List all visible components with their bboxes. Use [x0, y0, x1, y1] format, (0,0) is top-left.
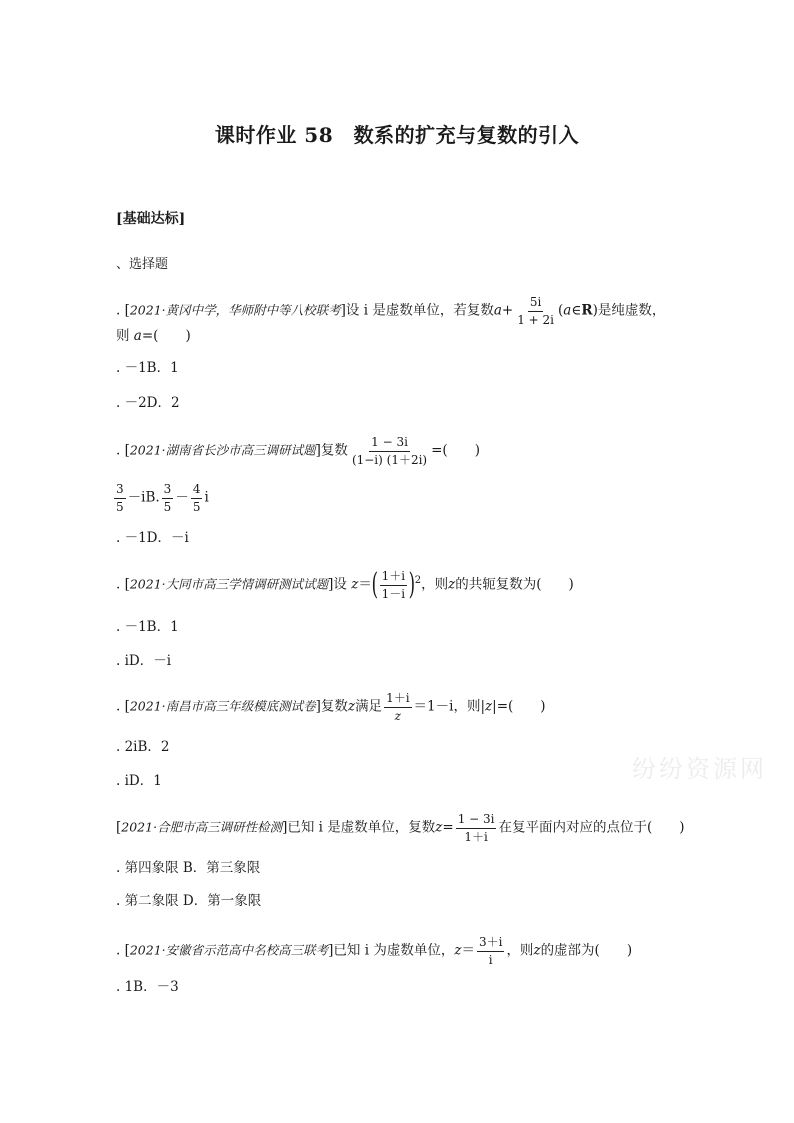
section-heading: [基础达标]: [116, 211, 186, 227]
question-text: ]已知 i 为虚数单位，: [328, 942, 455, 959]
question-6: [116, 936, 632, 966]
question-text: ，则: [506, 942, 534, 959]
question-source: 2021·安徽省示范高中名校高三联考: [129, 942, 329, 958]
fraction-numerator: 3: [162, 483, 174, 499]
option-line: . －1B．1: [116, 360, 179, 376]
math-var: z: [448, 576, 456, 593]
fraction-denominator: 1＋i: [464, 829, 488, 844]
question-5: [116, 813, 685, 843]
question-text: ]复数: [315, 442, 348, 459]
question-text: ]已知 i 是虚数单位，复数: [282, 819, 436, 836]
fraction-denominator: 1－i: [381, 586, 406, 601]
question-text: ]设: [328, 576, 352, 593]
math-var: z: [454, 942, 462, 959]
fraction-denominator: z: [394, 708, 401, 723]
question-1-line2: [116, 330, 191, 344]
question-text: =( ): [141, 328, 191, 344]
question-text: ]复数: [315, 698, 348, 715]
math-var: z: [485, 698, 493, 715]
question-prefix: . [: [116, 576, 130, 593]
fraction-numerator: 3＋i: [477, 936, 504, 952]
question-prefix: . [: [116, 302, 130, 319]
math-var: a: [493, 302, 502, 319]
math-op: ＝: [358, 576, 372, 593]
question-text: 的虚部为( ): [540, 942, 633, 959]
math-var: z: [351, 576, 359, 593]
fraction: [350, 436, 429, 466]
fraction-denominator: i: [488, 952, 493, 967]
option-line: . iD．1: [116, 773, 162, 789]
math-var: z: [347, 698, 356, 715]
fraction-denominator: 5: [192, 499, 201, 514]
left-paren: (: [371, 567, 378, 603]
exponent: 2: [414, 575, 422, 587]
math-op: =: [442, 819, 454, 836]
math-op: (: [558, 302, 564, 319]
question-text: )是纯虚数，: [592, 302, 666, 319]
fraction: [162, 483, 174, 513]
question-text: 在复平面内对应的点位于( ): [498, 819, 685, 836]
fraction-numerator: 4: [191, 483, 203, 499]
math-var: z: [533, 942, 541, 959]
question-prefix: . [: [116, 698, 130, 715]
question-3: [116, 567, 574, 603]
question-text: 的共轭复数为( ): [455, 576, 574, 593]
fraction-denominator: 1 + 2i: [517, 312, 554, 327]
fraction: [380, 570, 407, 600]
question-source: 2021·大同市高三学情调研测试试题: [129, 576, 329, 592]
option-line: . －1D．－i: [116, 530, 189, 546]
question-text: =( ): [431, 442, 480, 459]
question-source: 2021·南昌市高三年级模底测试卷: [129, 698, 316, 714]
question-text: ＝1－i，则|: [413, 698, 486, 715]
fraction-numerator: 1 − 3i: [369, 436, 410, 452]
fraction: [456, 813, 497, 843]
option-line: . 第四象限 B．第三象限: [116, 860, 261, 876]
option-text: i: [204, 489, 209, 506]
math-op: －: [175, 489, 189, 506]
question-source: 2021·黄冈中学，华师附中等八校联考: [129, 302, 341, 318]
question-text: ，则: [421, 576, 449, 593]
question-1: [116, 296, 665, 326]
question-2: [116, 436, 480, 466]
option-line: . 第二象限 D．第一象限: [116, 893, 262, 909]
question-source: 2021·湖南省长沙市高三调研试题: [129, 442, 316, 458]
fraction-numerator: 1＋i: [384, 692, 411, 708]
watermark: 纷纷资源网: [632, 755, 767, 783]
question-text: 则: [116, 328, 134, 344]
option-line: . 1B．－3: [116, 979, 179, 995]
question-prefix: . [: [116, 442, 130, 459]
option-line: . iD．－i: [116, 653, 172, 669]
question-text: ]设 i 是虚数单位，若复数: [340, 302, 494, 319]
option-text: －iB.: [127, 489, 160, 506]
math-set: R: [581, 302, 593, 319]
question-4: [116, 692, 546, 722]
fraction-denominator: 5: [163, 499, 172, 514]
fraction-denominator: (1−i) (1＋2i): [351, 452, 428, 467]
math-var: z: [435, 819, 443, 836]
question-text: 满足: [355, 698, 383, 715]
fraction-denominator: 5: [116, 499, 124, 514]
option-line: . －1B．1: [116, 619, 179, 635]
fraction: [477, 936, 504, 966]
fraction-numerator: 3: [114, 483, 126, 499]
option-line: . 2iB．2: [116, 739, 170, 755]
right-paren: ): [408, 567, 416, 603]
page-title: 课时作业 58 数系的扩充与复数的引入: [214, 123, 580, 147]
fraction: [384, 692, 411, 722]
fraction-numerator: 1＋i: [380, 570, 407, 586]
math-op: ∈: [571, 302, 582, 319]
fraction: [191, 483, 203, 513]
fraction: [515, 296, 556, 326]
math-op: ＝: [461, 942, 475, 959]
fraction-numerator: 1 − 3i: [456, 813, 497, 829]
question-prefix: [: [116, 819, 122, 836]
question-source: 2021·合肥市高三调研性检测: [121, 819, 283, 835]
math-op: +: [501, 302, 514, 319]
math-var: a: [133, 328, 142, 344]
subsection-heading: 、选择题: [116, 257, 169, 272]
question-text: |=( ): [492, 698, 546, 715]
fraction: [114, 483, 126, 513]
fraction-numerator: 5i: [528, 296, 543, 312]
math-var: a: [563, 302, 572, 319]
option-line: [112, 483, 209, 513]
question-prefix: . [: [116, 942, 130, 959]
option-line: . －2D．2: [116, 395, 180, 411]
